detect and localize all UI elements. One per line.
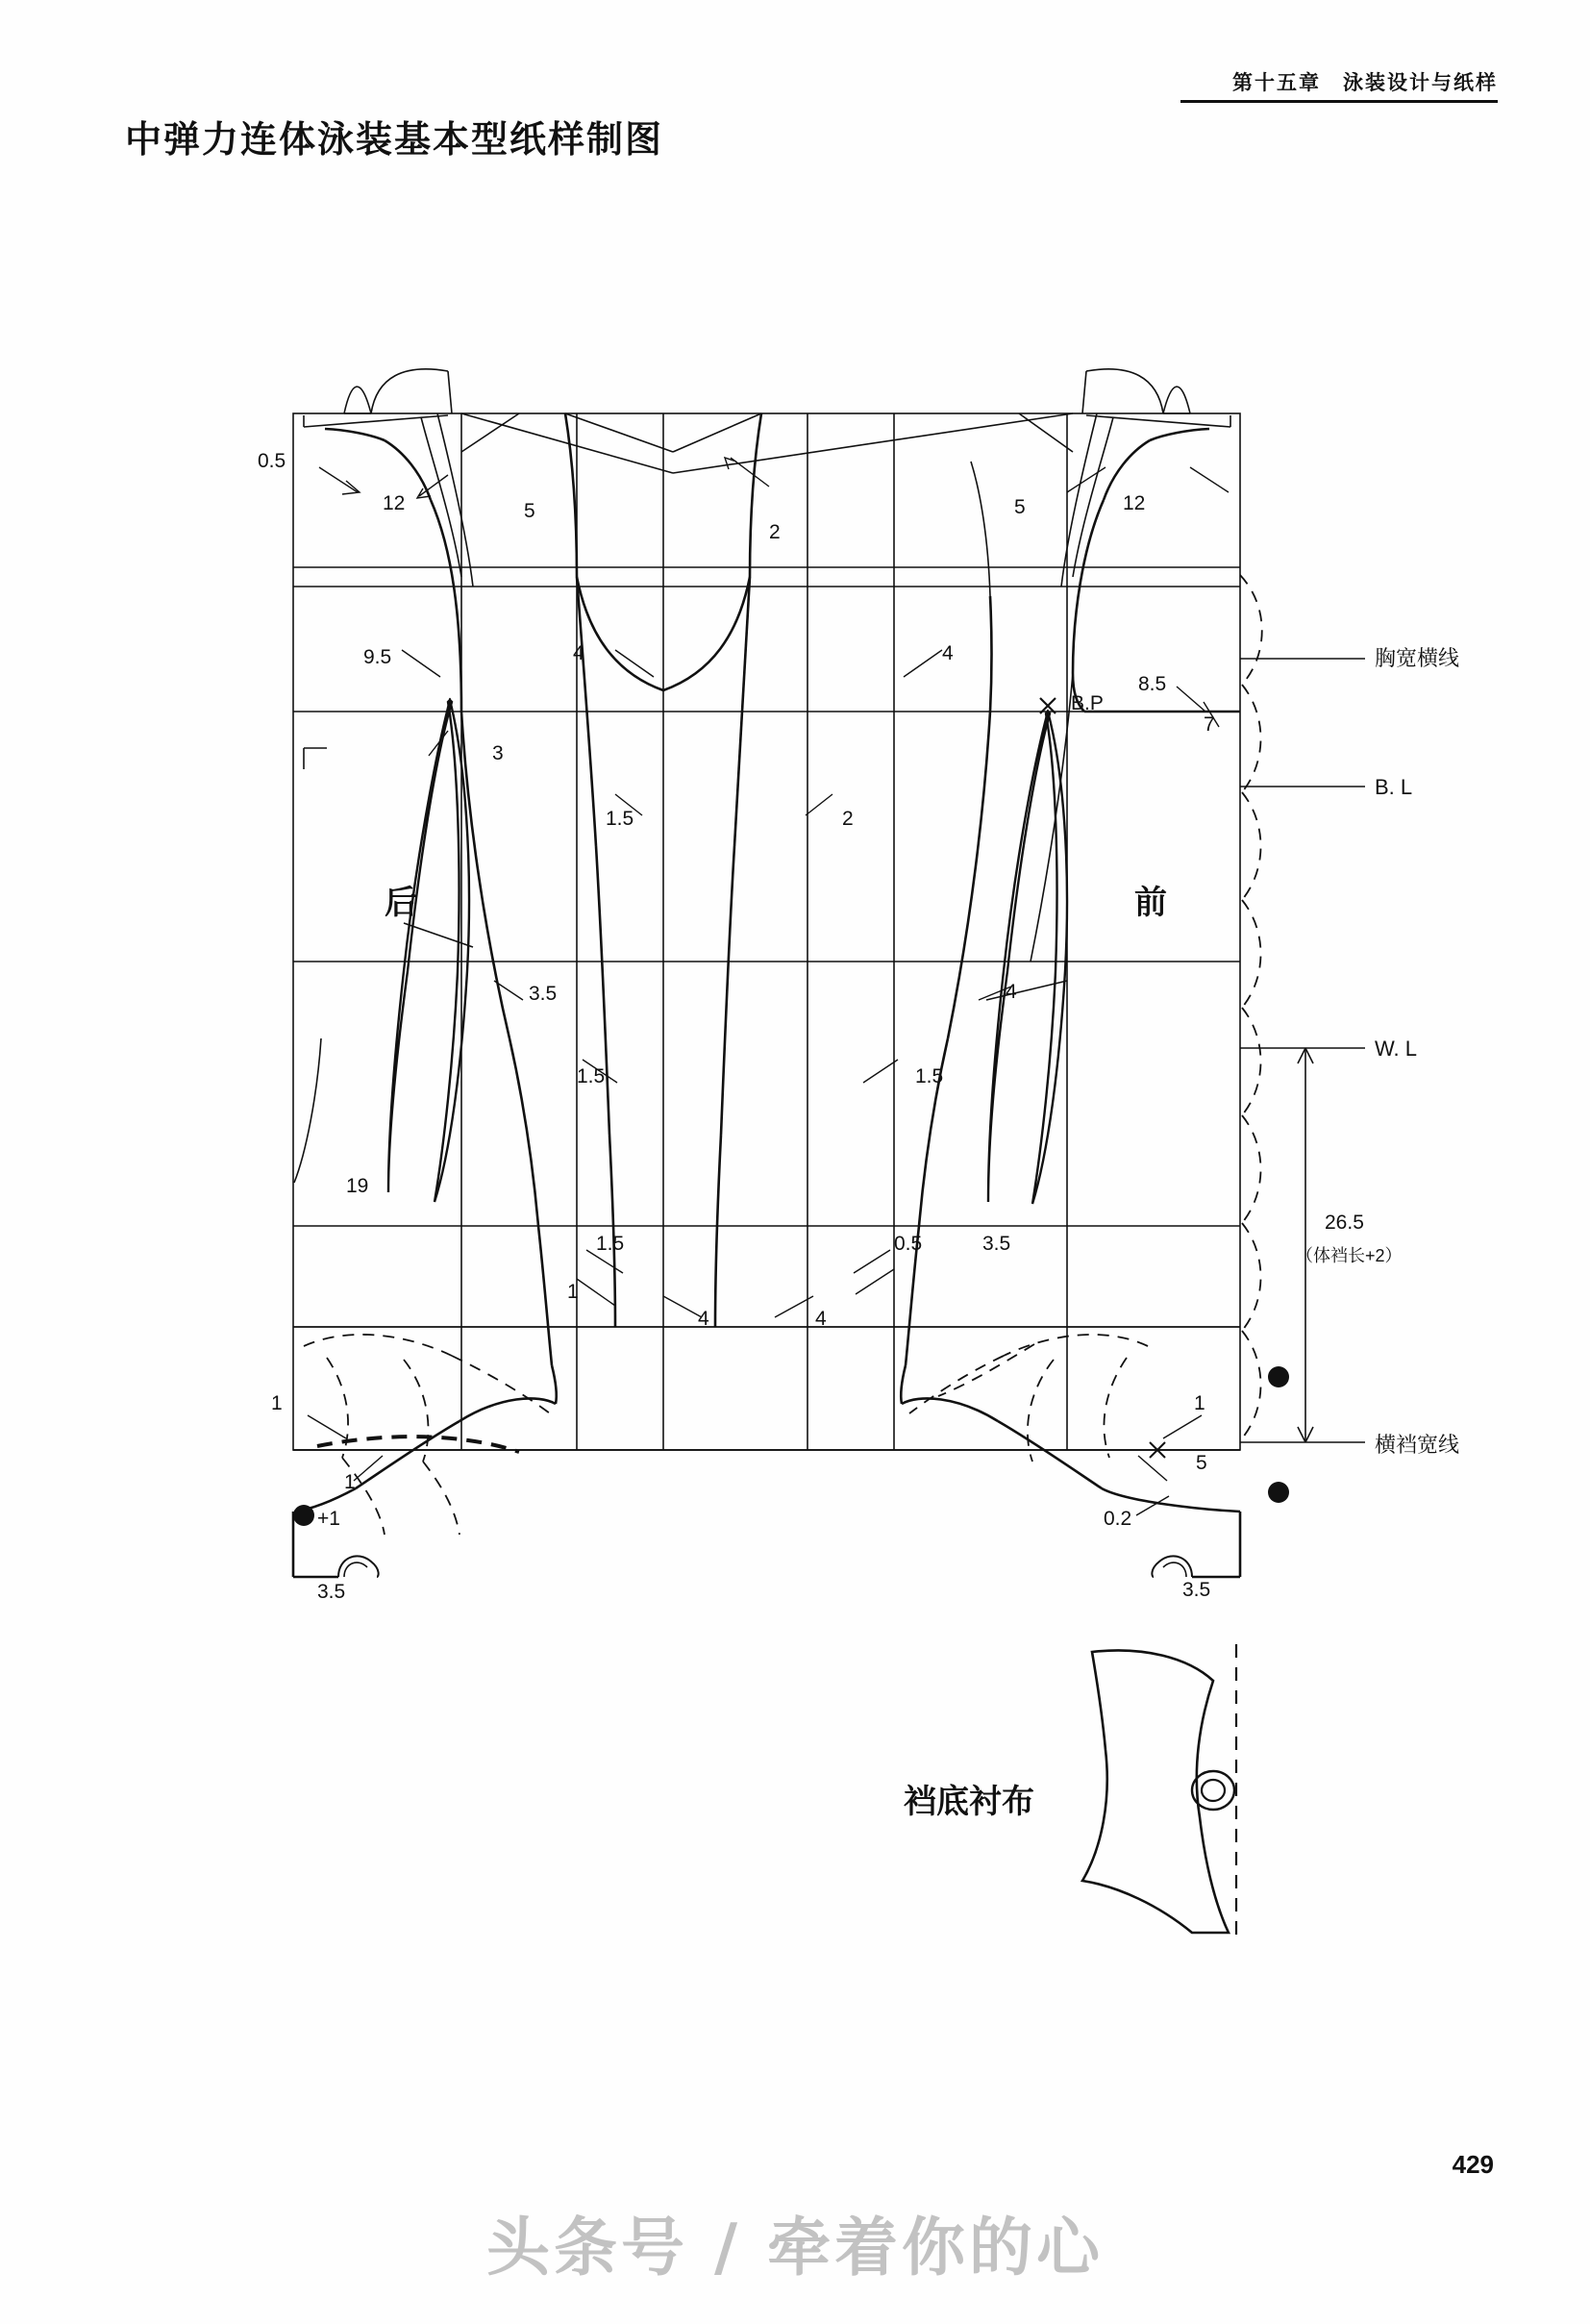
chapter-header: 第十五章 泳装设计与纸样 bbox=[1232, 72, 1498, 94]
measure-9: 8.5 bbox=[1138, 673, 1167, 695]
measure-15: 4 bbox=[1006, 981, 1017, 1003]
measure-7: 4 bbox=[573, 642, 584, 664]
measure-14: 3.5 bbox=[529, 983, 558, 1005]
label-front: 前 bbox=[1134, 885, 1167, 921]
label-bust-line: B. L bbox=[1375, 775, 1413, 799]
measure-6: 9.5 bbox=[363, 646, 392, 668]
dimension-value: 26.5 bbox=[1325, 1212, 1364, 1234]
measure-0: 0.5 bbox=[258, 450, 286, 472]
label-back: 后 bbox=[385, 885, 417, 921]
measure-19: 1.5 bbox=[596, 1233, 625, 1255]
measure-30: 3.5 bbox=[1182, 1579, 1211, 1601]
measure-24: 4 bbox=[815, 1308, 827, 1330]
page-title: 中弹力连体泳装基本型纸样制图 bbox=[125, 120, 664, 161]
page-number: 429 bbox=[1452, 2150, 1494, 2179]
label-crotch-width-line: 横裆宽线 bbox=[1375, 1433, 1460, 1457]
measure-16: 1.5 bbox=[577, 1065, 606, 1087]
measure-5: 12 bbox=[1123, 492, 1146, 514]
measure-31: 1 bbox=[1194, 1392, 1205, 1414]
label-waist-line: W. L bbox=[1375, 1037, 1418, 1061]
measure-25: 1 bbox=[271, 1392, 283, 1414]
mark-dot-plus-one: +1 bbox=[317, 1508, 340, 1530]
label-chest-width-line: 胸宽横线 bbox=[1375, 646, 1460, 670]
measure-18: 19 bbox=[346, 1175, 369, 1197]
measure-4: 5 bbox=[1014, 496, 1026, 518]
measure-13: 2 bbox=[842, 808, 854, 830]
measure-22: 0.5 bbox=[894, 1233, 923, 1255]
measure-23: 3.5 bbox=[982, 1233, 1011, 1255]
watermark: 头条号 / 牵着你的心 bbox=[485, 2210, 1105, 2285]
measure-26: 1 bbox=[344, 1471, 356, 1493]
measure-2: 5 bbox=[524, 500, 535, 522]
label-bust-point: B.P bbox=[1071, 692, 1104, 714]
measure-27: 5 bbox=[1196, 1452, 1207, 1474]
measure-3: 2 bbox=[769, 521, 781, 543]
measure-11: 3 bbox=[492, 742, 504, 764]
measure-28: 0.2 bbox=[1104, 1508, 1132, 1530]
measure-21: 4 bbox=[698, 1308, 709, 1330]
measure-29: 3.5 bbox=[317, 1581, 346, 1603]
measure-1: 12 bbox=[383, 492, 406, 514]
measure-8: 4 bbox=[942, 642, 954, 664]
measure-20: 1 bbox=[567, 1281, 579, 1303]
dimension-note: （体裆长+2） bbox=[1296, 1246, 1403, 1265]
measure-10: 7 bbox=[1204, 713, 1215, 736]
measure-12: 1.5 bbox=[606, 808, 634, 830]
measure-17: 1.5 bbox=[915, 1065, 944, 1087]
label-gusset: 裆底衬布 bbox=[904, 1784, 1034, 1820]
